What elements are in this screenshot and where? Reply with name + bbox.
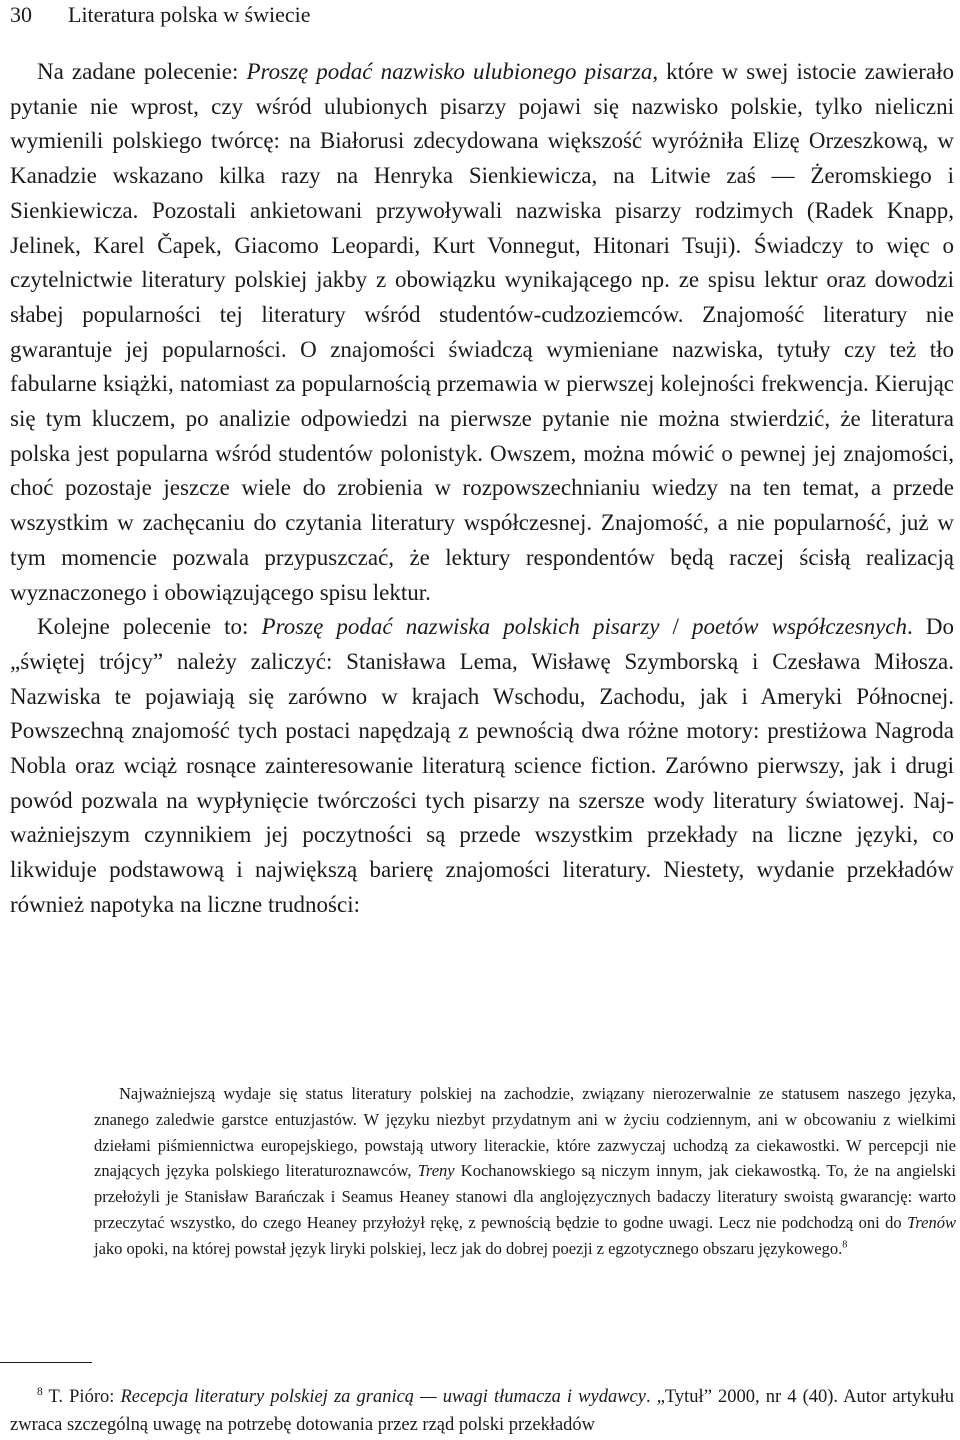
footnote-number: 8	[37, 1385, 43, 1398]
main-text	[10, 55, 954, 923]
quote-text-a: Najważniejszą wydaje się status literatury polskiej na zachodzie, związany nierozerwalnie ze statusem naszego języka, znanego zaledwie garstce entuzjastów. W języku niezbyt przydatnym ani w życiu codziennym, ani w obcowaniu z wielkimi dziełami piśmiennictwa europejskiego, powstają utwory literackie, które zazwyczaj uchodzą za ciekawostki. W percepcji nie znających języka polskiego literaturoznawców,	[94, 1084, 956, 1181]
footnote-text-b: . „Tytuł” 2000, nr 4 (40). Autor artykułu zwraca szczególną uwagę na potrzebę dotowania przez rząd polski przekładów	[10, 1387, 954, 1435]
quote-paragraph	[94, 1081, 956, 1262]
quote-text-b: Kochanowskiego są niczym innym, jak ciekawostką. To, że na angielski przełożyli je Stanisław Barańczak i Seamus Heaney stanowi dla anglojęzycznych badaczy literatury swoistą gwarancję: warto przeczytać wszystko, do czego Heaney przyłożył rękę, z pewnością będzie to godne uwagi. Lecz nie podchodzą oni do	[94, 1161, 956, 1232]
running-header	[10, 0, 950, 30]
paragraph-1-text-b: , które w swej istocie zawierało pytanie nie wprost, czy wśród ulubionych pisarzy pojawi się nazwisko polskie, tylko nieliczni wymienili polskiego twórcę: na Białorusi zdecydowana większość wyróżniła Elizę Orzeszkową, w Kanadzie wskazano kilka razy na Henryka Sienkiewicza, na Litwie zaś — Żeromskiego i Sienkiewicza. Pozostali ankietowani przywoływali nazwiska pisarzy rodzimych (Radek Knapp, Jelinek, Karel Čapek, Giacomo Leopardi, Kurt Vonnegut, Hitonari Tsuji). Świadczy to więc o czytelnictwie literatury polskiej jakby z obowiązku wynikającego np. ze spisu lektur oraz dowodzi słabej popularności tej literatury wśród studentów-cudzoziemców. Znajomość literatury nie gwarantuje jej popularności. O znajomości świadczą wymieniane nazwiska, tytuły czy też tło fabularne książki, natomiast za popularnością przemawia w pierwszej kolejności frekwencja. Kierując się tym kluczem, po analizie odpowiedzi na pierwsze pytanie nie można stwierdzić, że literatura polska jest popularna wśród studentów polonistyk. Owszem, można mówić o pewnej jej znajomości, choć pozostaje jeszcze wiele do zrobienia w rozpowszechnianiu wiedzy na ten temat, a przede wszystkim w zachęcaniu do czytania literatury współczesnej. Znajomość, a nie popularność, już w tym momencie pozwala przypuszczać, że lektury respondentów będą raczej ścisłą realizacją wyznaczonego i obowiązującego spisu lektur.	[10, 59, 954, 605]
paragraph-1-text-a: Na zadane polecenie:	[37, 59, 247, 84]
paragraph-1-question: Proszę podać nazwisko ulubionego pisarza	[246, 59, 653, 84]
paragraph-2-slash: /	[659, 614, 693, 640]
paragraph-2	[10, 610, 954, 922]
paragraph-2-question-a: Proszę podać nazwiska polskich pisarzy	[261, 614, 660, 640]
footnote-reference[interactable]: 8	[842, 1239, 848, 1251]
quote-title-trenow: Trenów	[907, 1212, 956, 1232]
quote-title-treny: Treny	[417, 1161, 455, 1181]
paragraph-2-text-a: Kolejne polecenie to:	[37, 614, 262, 640]
paragraph-1	[10, 55, 954, 610]
page-number: 30	[10, 2, 32, 27]
footnote-paragraph	[10, 1383, 954, 1439]
block-quote	[94, 1081, 956, 1262]
quote-text-c: jako opoki, na której powstał język liryki polskiej, lecz jak do dobrej poezji z egzotycznego obszaru językowego.	[94, 1238, 843, 1258]
paragraph-2-text-b: . Do „świętej trójcy” należy zaliczyć: Stanisława Lema, Wisławę Szymborską i Czesława Miłosza. Nazwiska te pojawiają się zarówno w krajach Wschodu, Zachodu, jak i Ameryki Północnej. Powszechną znajomość tych postaci napędzają z pewnością dwa różne motory: prestiżowa Nagroda Nobla oraz wciąż rosnące zainteresowanie literaturą science fiction. Zarówno pierwszy, jak i drugi powód pozwala na wypłynięcie twórczości tych pisarzy na szersze wody literatury światowej. Najważniejszym czynnikiem jej poczytności są przede wszystkim przekłady na liczne języki, co likwiduje podstawową i największą barierę znajomości literatury. Niestety, wydanie przekładów również napotyka na liczne trudności:	[10, 614, 955, 917]
footnote	[10, 1383, 954, 1439]
footnote-text-a: T. Pióro:	[42, 1387, 121, 1407]
footnote-cited-title: Recepcja literatury polskiej za granicą — uwagi tłumacza i wydawcy	[120, 1387, 646, 1407]
running-title: Literatura polska w świecie	[68, 2, 311, 27]
footnote-separator	[0, 1362, 92, 1363]
paragraph-2-question-b: poetów współczesnych	[692, 614, 908, 640]
